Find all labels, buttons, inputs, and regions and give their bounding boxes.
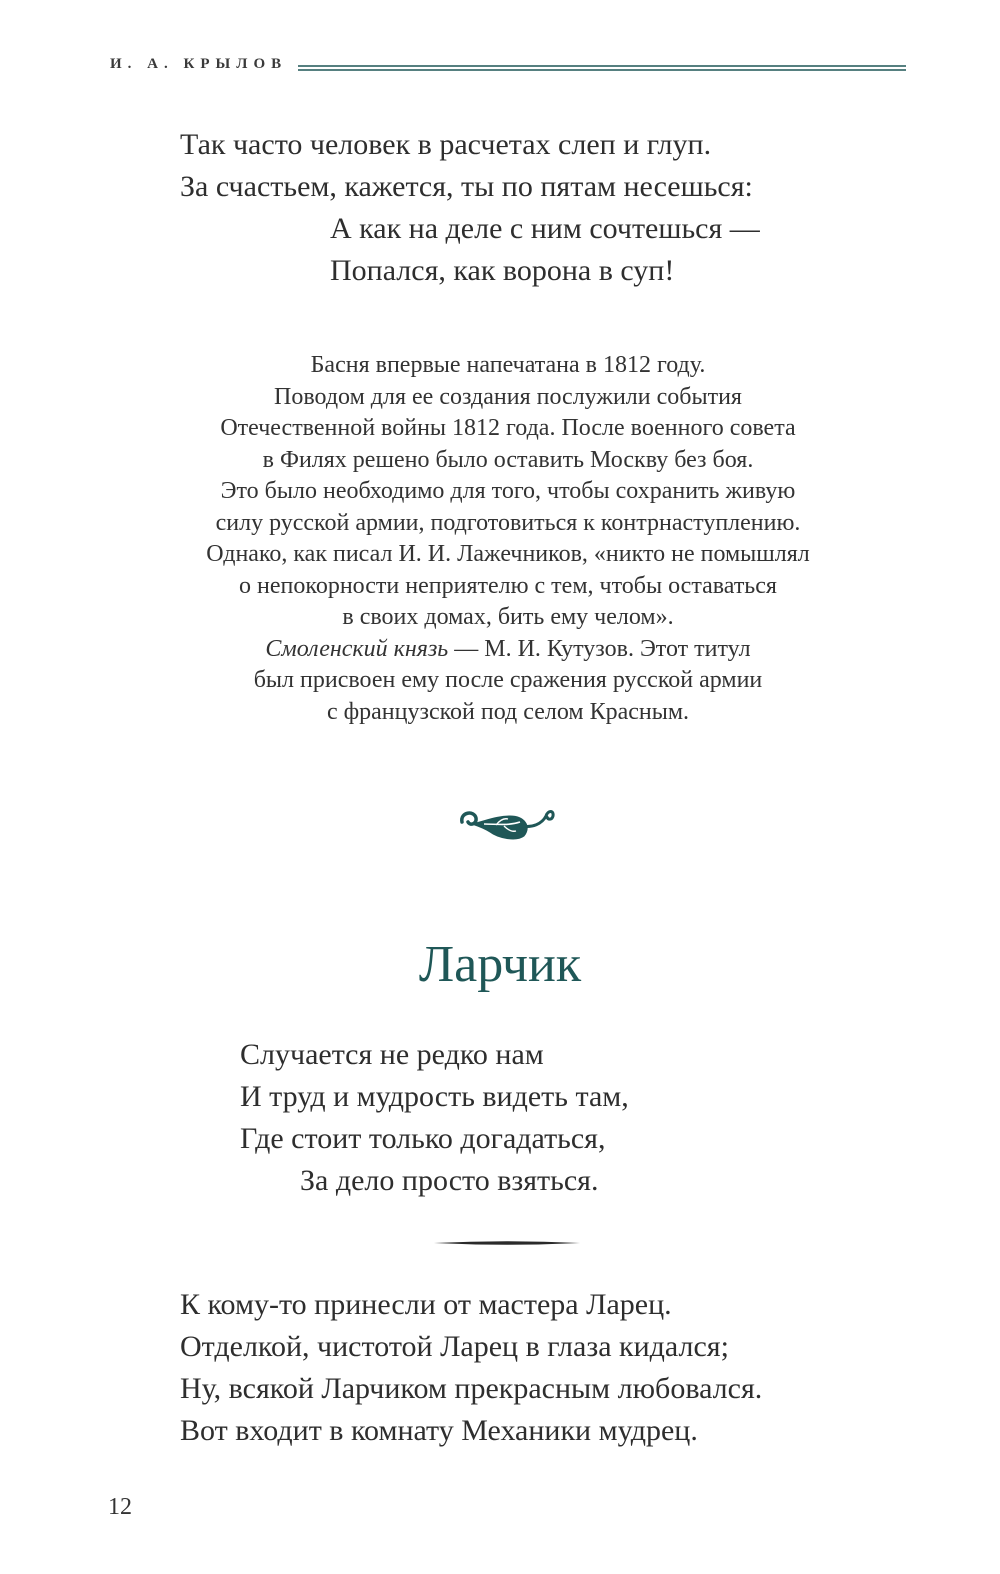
note-line-term: [140, 634, 876, 666]
moral-line: За дело просто взяться.: [300, 1164, 599, 1197]
fable-line: Ну, всякой Ларчиком прекрасным любовался.: [180, 1372, 763, 1405]
commentary-note: [140, 350, 876, 728]
fable-title: Ларчик: [418, 936, 582, 993]
fable-line: Отделкой, чистотой Ларец в глаза кидался;: [180, 1330, 729, 1363]
note-line: с французской под селом Красным.: [326, 698, 690, 725]
note-line: Отечественной войны 1812 года. После военного совета: [220, 415, 796, 441]
running-head-author: И. А. КРЫЛОВ: [110, 56, 288, 72]
previous-fable-ending: [180, 124, 760, 292]
verse-line: Так часто человек в расчетах слеп и глуп.: [180, 128, 712, 161]
note-line: Поводом для ее создания послужили события: [274, 383, 742, 410]
moral-line: Где стоит только догадаться,: [240, 1122, 606, 1155]
note-line: Однако, как писал И. И. Лажечников, «никто не помышлял: [206, 541, 810, 567]
note-line: Басня впервые напечатана в 1812 году.: [310, 352, 706, 378]
verse-line: Попался, как ворона в суп!: [330, 254, 675, 287]
note-line: был присвоен ему после сражения русской армии: [253, 667, 763, 693]
note-line: Это было необходимо для того, чтобы сохранить живую: [220, 478, 796, 504]
page-number: 12: [108, 1494, 132, 1520]
note-line: силу русской армии, подготовиться к контрнаступлению.: [215, 509, 801, 536]
section-divider: [434, 1238, 580, 1248]
running-head-rule: [298, 64, 906, 72]
fable-moral: [240, 1034, 629, 1202]
moral-line: И труд и мудрость видеть там,: [240, 1080, 629, 1113]
note-line: в своих домах, бить ему челом».: [342, 604, 674, 630]
note-italic-term: Смоленский князь: [265, 635, 449, 662]
fable-line: Вот входит в комнату Механики мудрец.: [180, 1414, 698, 1447]
moral-line: Случается не редко нам: [240, 1038, 544, 1071]
fable-text: [180, 1284, 762, 1452]
verse-line: А как на деле с ним сочтешься —: [330, 212, 760, 245]
note-line: в Филях решено было оставить Москву без боя.: [262, 446, 754, 473]
running-head: [110, 56, 906, 80]
leaf-flourish-ornament-icon: [458, 802, 556, 844]
note-term-definition: — М. И. Кутузов. Этот титул: [448, 635, 751, 662]
verse-line: За счастьем, кажется, ты по пятам несешься:: [180, 170, 753, 203]
note-line: о непокорности неприятелю с тем, чтобы оставаться: [239, 572, 777, 599]
fable-line: К кому-то принесли от мастера Ларец.: [180, 1288, 672, 1321]
